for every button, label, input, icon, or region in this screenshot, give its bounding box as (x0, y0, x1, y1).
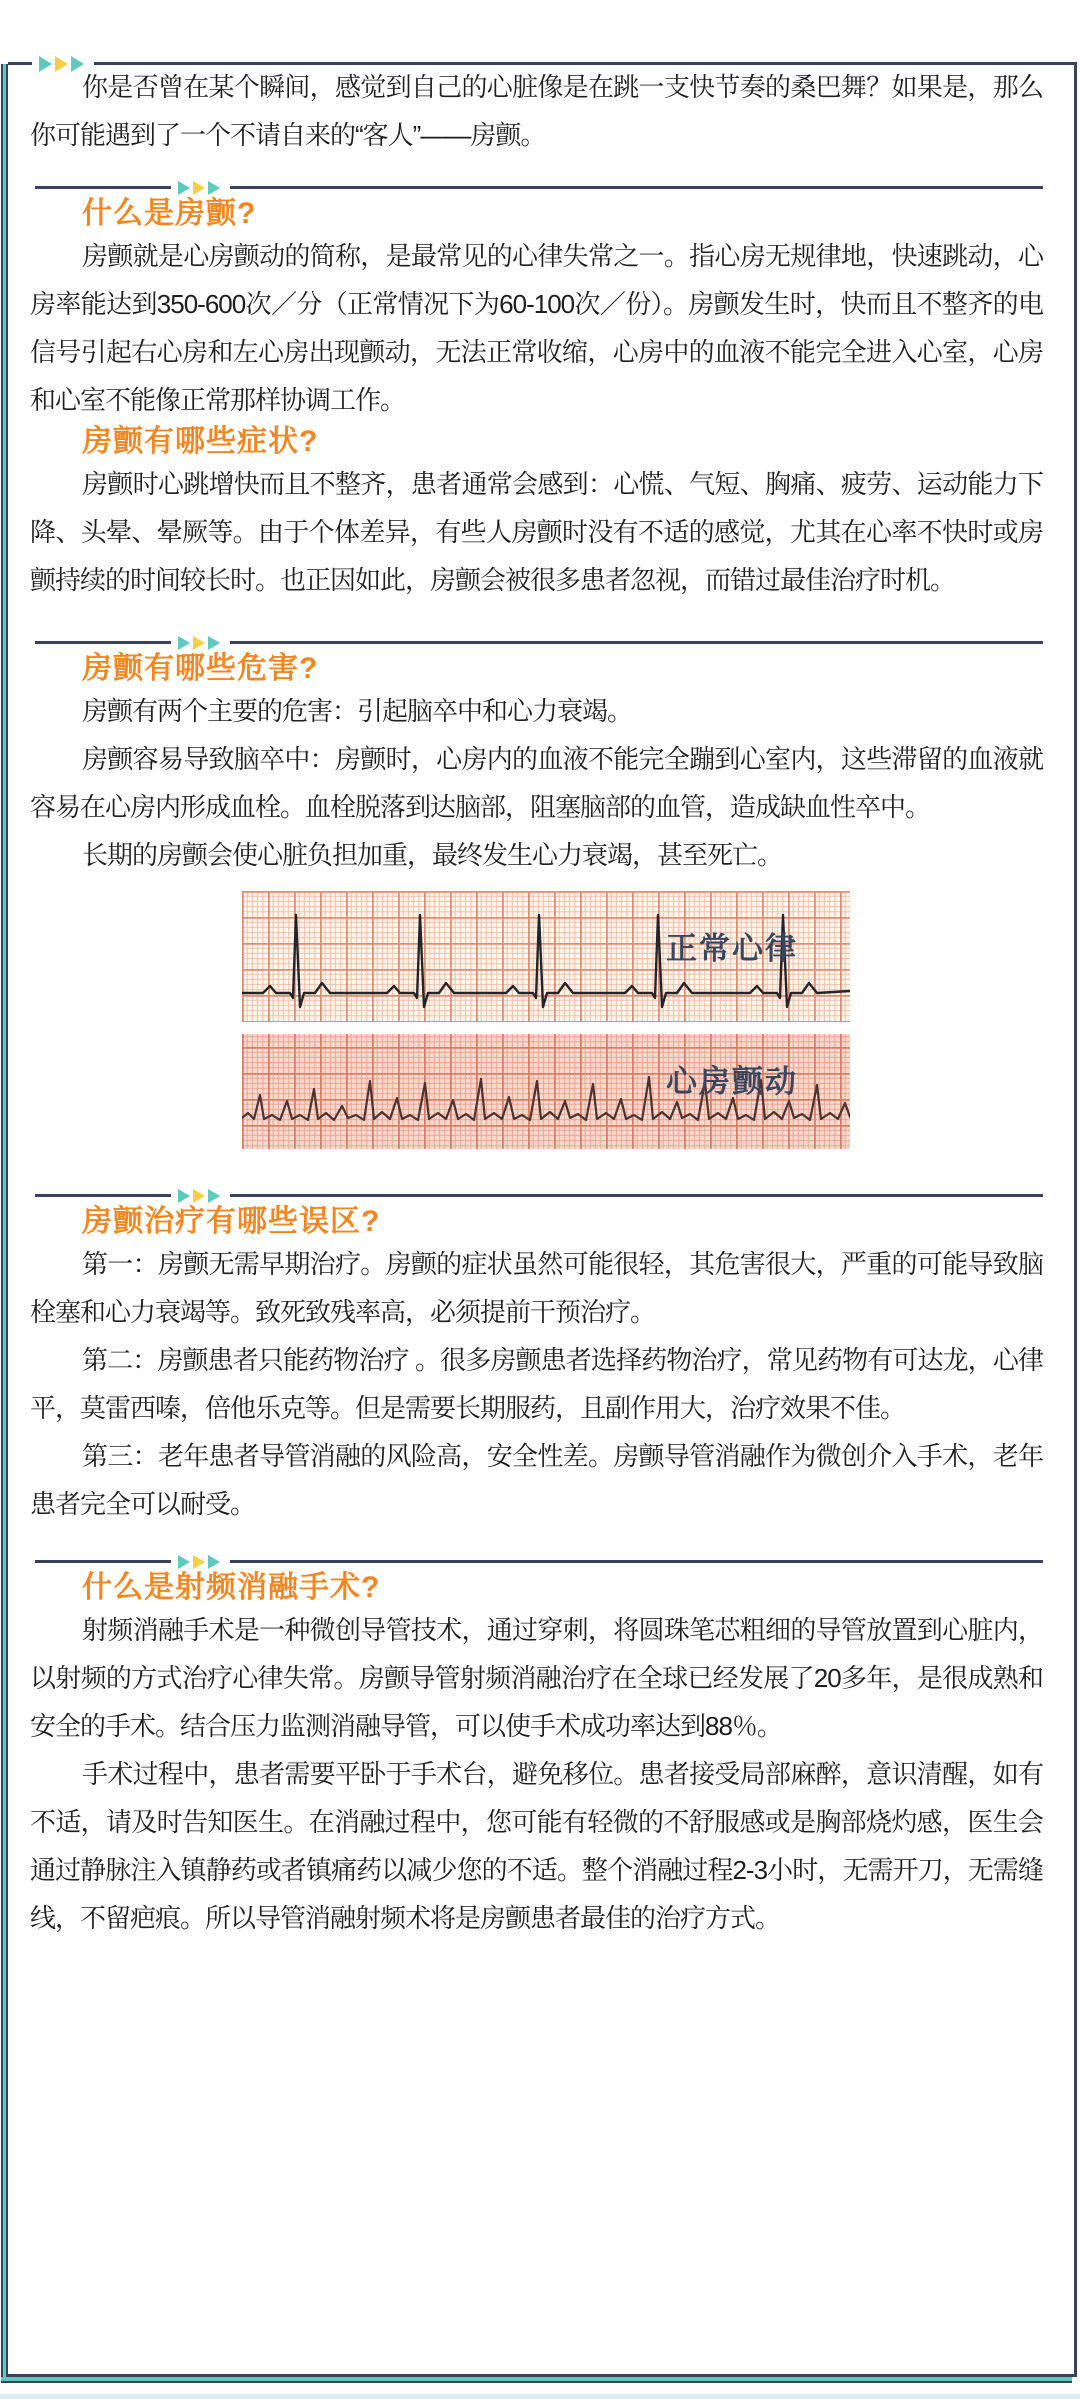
paragraph: 房颤时心跳增快而且不整齐，患者通常会感到：心慌、气短、胸痛、疲劳、运动能力下降、头晕、晕厥等。由于个体差异，有些人房颤时没有不适的感觉，尤其在心率不快时或房颤持续的时间较长时。也正因如此，房颤会被很多患者忽视，而错过最佳治疗时机。 (30, 469, 1043, 595)
arrow-right-icon (193, 1555, 205, 1569)
divider-line (230, 641, 1043, 644)
paragraph: 房颤有两个主要的危害：引起脑卒中和心力衰竭。 (82, 696, 633, 726)
divider-line (35, 186, 171, 189)
paragraph: 第三：老年患者导管消融的风险高，安全性差。房颤导管消融作为微创介入手术，老年患者完全可以耐受。 (30, 1441, 1043, 1519)
arrow-right-icon (178, 1189, 190, 1203)
arrow-right-icon (208, 181, 220, 195)
paragraph: 射频消融手术是一种微创导管技术，通过穿刺，将圆珠笔芯粗细的导管放置到心脏内，以射频的方式治疗心律失常。房颤导管射频消融治疗在全球已经发展了20多年，是很成熟和安全的手术。结合压力监测消融导管，可以使手术成功率达到88％。 (30, 1615, 1043, 1741)
section-divider (35, 634, 1043, 651)
arrow-right-icon (178, 636, 190, 650)
divider-line (35, 641, 171, 644)
divider-line (230, 1560, 1043, 1563)
section-heading-what-is-af: 什么是房颤? (82, 197, 257, 230)
normal-rhythm-label: 正常心律 (666, 931, 798, 966)
article-content (30, 63, 1043, 1942)
section-heading-harms: 房颤有哪些危害? (82, 652, 319, 685)
paragraph: 长期的房颤会使心脏负担加重，最终发生心力衰竭，甚至死亡。 (82, 840, 783, 870)
top-border-line (8, 62, 32, 65)
divider-line (230, 186, 1043, 189)
paragraph: 手术过程中，患者需要平卧于手术台，避免移位。患者接受局部麻醉，意识清醒，如有不适，请及时告知医生。在消融过程中，您可能有轻微的不舒服感或是胸部烧灼感，医生会通过静脉注入镇静药或者镇痛药以减少您的不适。整个消融过程2-3小时，无需开刀，无需缝线，不留疤痕。所以导管消融射频术将是房颤患者最佳的治疗方式。 (30, 1759, 1043, 1933)
afib-label: 心房颤动 (666, 1064, 798, 1099)
divider-arrows (178, 636, 223, 650)
divider-line (35, 1194, 171, 1197)
intro-paragraph: 你是否曾在某个瞬间，感觉到自己的心脏像是在跳一支快节奏的桑巴舞？如果是，那么你可能遇到了一个不请自来的“客人”——房颤。 (30, 72, 1043, 150)
arrow-right-icon (193, 181, 205, 195)
arrow-right-icon (208, 636, 220, 650)
divider-line (35, 1560, 171, 1563)
section-divider (35, 1553, 1043, 1570)
section-heading-symptoms: 房颤有哪些症状? (82, 425, 319, 458)
section-heading-rf-ablation: 什么是射频消融手术? (82, 1571, 381, 1604)
section-divider (35, 179, 1043, 196)
arrow-right-icon (193, 636, 205, 650)
arrow-right-icon (208, 1555, 220, 1569)
bottom-teal-ribbon (1, 2377, 1072, 2383)
ecg-image (242, 891, 850, 1149)
divider-arrows (178, 1189, 223, 1203)
arrow-right-icon (178, 1555, 190, 1569)
divider-arrows (178, 181, 223, 195)
divider-arrows (178, 1555, 223, 1569)
left-teal-ribbon (1, 64, 8, 2380)
arrow-right-icon (193, 1189, 205, 1203)
paragraph: 第二：房颤患者只能药物治疗 。很多房颤患者选择药物治疗，常见药物有可达龙，心律平，莫雷西嗪，倍他乐克等。但是需要长期服药，且副作用大，治疗效果不佳。 (30, 1345, 1043, 1423)
page-bottom-strip (0, 2394, 1080, 2399)
paragraph: 第一：房颤无需早期治疗。房颤的症状虽然可能很轻，其危害很大，严重的可能导致脑栓塞和心力衰竭等。致死致残率高，必须提前干预治疗。 (30, 1249, 1043, 1327)
section-divider (35, 1187, 1043, 1204)
paragraph: 房颤容易导致脑卒中：房颤时，心房内的血液不能完全蹦到心室内，这些滞留的血液就容易在心房内形成血栓。血栓脱落到达脑部，阻塞脑部的血管，造成缺血性卒中。 (30, 744, 1043, 822)
divider-line (230, 1194, 1043, 1197)
arrow-right-icon (208, 1189, 220, 1203)
arrow-right-icon (178, 181, 190, 195)
paragraph: 房颤就是心房颤动的简称，是最常见的心律失常之一。指心房无规律地，快速跳动，心房率能达到350-600次／分（正常情况下为60-100次／份）。房颤发生时，快而且不整齐的电信号引起右心房和左心房出现颤动，无法正常收缩，心房中的血液不能完全进入心室，心房和心室不能像正常那样协调工作。 (30, 241, 1043, 415)
section-heading-misconceptions: 房颤治疗有哪些误区? (82, 1205, 381, 1238)
